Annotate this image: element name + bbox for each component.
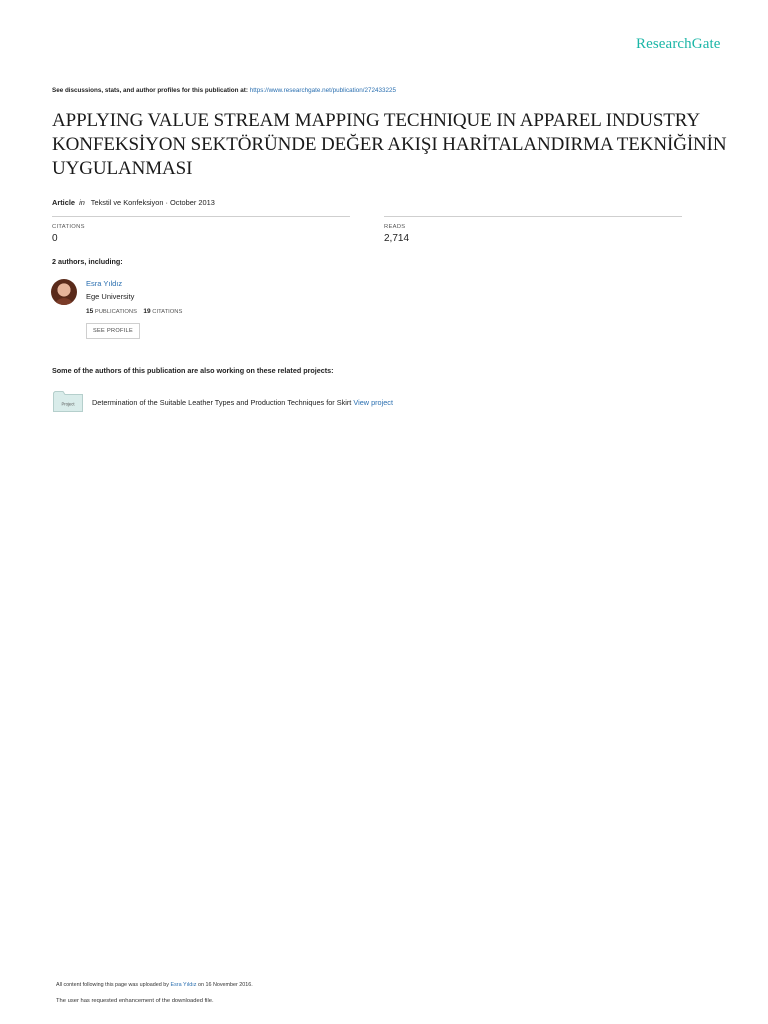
title-line-3: UYGULANMASI [52, 158, 193, 179]
citations-divider [52, 216, 350, 217]
author-citations-label: CITATIONS [152, 309, 183, 315]
researchgate-logo[interactable]: ResearchGate [636, 36, 721, 52]
author-publications-label: PUBLICATIONS [94, 309, 137, 315]
author-publications-count: 15 [86, 308, 94, 315]
title-line-1: APPLYING VALUE STREAM MAPPING TECHNIQUE IN APPAREL INDUSTRY [52, 110, 700, 131]
publication-title [52, 109, 732, 181]
author-citations-count: 19 [143, 308, 151, 315]
see-discussions-text: See discussions, stats, and author profiles for this publication at: [52, 87, 250, 94]
upload-note [56, 982, 253, 988]
project-icon-label: Project [61, 401, 75, 407]
project-item [92, 398, 393, 407]
publication-date: · October 2013 [165, 198, 215, 207]
related-projects-heading: Some of the authors of this publication are also working on these related projects: [52, 366, 334, 375]
reads-label: READS [384, 224, 406, 230]
article-type: Article [52, 198, 76, 207]
view-project-link[interactable]: View project [353, 398, 393, 407]
author-institution: Ege University [86, 292, 135, 301]
see-discussions-line [52, 87, 396, 94]
enhancement-note: The user has requested enhancement of the downloaded file. [56, 998, 214, 1004]
author-stats [86, 308, 182, 315]
publication-url-link[interactable]: https://www.researchgate.net/publication/272433225 [249, 87, 397, 94]
see-profile-button[interactable]: SEE PROFILE [86, 323, 140, 339]
title-line-2: KONFEKSİYON SEKTÖRÜNDE DEĞER AKIŞI HARİTALANDIRMA TEKNİĞİNİN [52, 134, 727, 155]
avatar-shoulders [54, 298, 74, 305]
reads-value: 2,714 [384, 233, 410, 244]
project-folder-icon [53, 390, 83, 412]
reads-divider [384, 216, 682, 217]
publication-meta [52, 198, 215, 207]
citations-value: 0 [52, 233, 58, 244]
journal-name[interactable]: Tekstil ve Konfeksiyon [90, 198, 164, 207]
upload-prefix: All content following this page was uploaded by [56, 982, 171, 988]
author-avatar[interactable] [51, 279, 77, 305]
citations-label: CITATIONS [52, 224, 85, 230]
in-word: in [79, 198, 85, 207]
project-title: Determination of the Suitable Leather Types and Production Techniques for Skirt [92, 398, 354, 407]
authors-heading: 2 authors, including: [52, 257, 123, 266]
uploader-link[interactable]: Esra Yıldız [170, 982, 197, 988]
upload-suffix: on 16 November 2016. [196, 982, 253, 988]
author-name-link[interactable]: Esra Yıldız [86, 279, 123, 288]
